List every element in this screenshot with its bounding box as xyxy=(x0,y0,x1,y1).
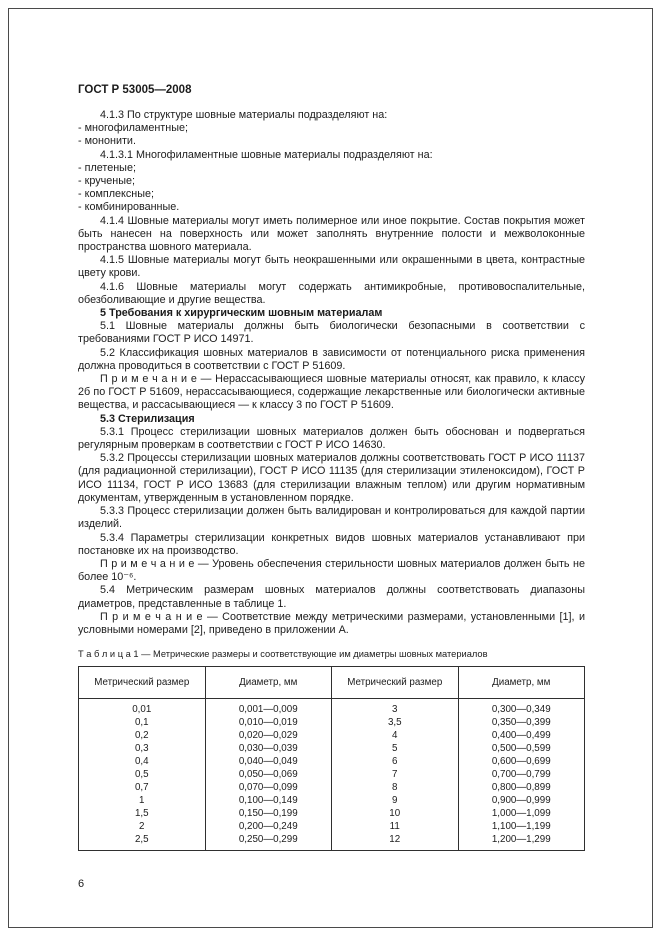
table-header-cell: Диаметр, мм xyxy=(458,666,585,698)
table-cell: 0,2 xyxy=(79,729,206,742)
document-header: ГОСТ Р 53005—2008 xyxy=(78,84,192,96)
table-header-cell: Метрический размер xyxy=(79,666,206,698)
table-row xyxy=(79,833,585,851)
table-cell: 7 xyxy=(332,768,459,781)
paragraph: 5.2 Классификация шовных материалов в зависимости от потенциального риска применения должна проводиться в соответствии с ГОСТ Р 51609. xyxy=(78,346,585,372)
paragraph: 5.4 Метрическим размерам шовных материалов должны соответствовать диапазоны диаметров, представленные в таблице 1. xyxy=(78,584,585,610)
table-row xyxy=(79,742,585,755)
table-cell: 0,001—0,009 xyxy=(205,698,332,716)
table-cell: 0,400—0,499 xyxy=(458,729,585,742)
table-cell: 0,800—0,899 xyxy=(458,781,585,794)
table-cell: 0,010—0,019 xyxy=(205,716,332,729)
paragraph: 4.1.4 Шовные материалы могут иметь полимерное или иное покрытие. Состав покрытия может быть нанесен на поверхность или может заполнять внутренние полости и межволоконные пространства шовного материала. xyxy=(78,214,585,254)
table-cell: 0,3 xyxy=(79,742,206,755)
section-heading: 5 Требования к хирургическим шовным материалам xyxy=(100,307,383,320)
list-item: - крученые; xyxy=(78,175,135,188)
table-cell: 9 xyxy=(332,794,459,807)
table-cell: 1 xyxy=(79,794,206,807)
table-cell: 0,7 xyxy=(79,781,206,794)
subsection-heading: 5.3 Стерилизация xyxy=(100,412,195,425)
paragraph: 5.1 Шовные материалы должны быть биологически безопасными в соответствии с требованиями ГОСТ Р ИСО 14971. xyxy=(78,320,585,346)
note-paragraph: П р и м е ч а н и е — Уровень обеспечения стерильности шовных материалов должен быть не более 10⁻⁶. xyxy=(78,557,585,584)
table-cell: 0,350—0,399 xyxy=(458,716,585,729)
table-row xyxy=(79,768,585,781)
table-header-cell: Метрический размер xyxy=(332,666,459,698)
table-cell: 3 xyxy=(332,698,459,716)
table-cell: 0,150—0,199 xyxy=(205,807,332,820)
table-cell: 10 xyxy=(332,807,459,820)
table-cell: 1,200—1,299 xyxy=(458,833,585,851)
table-cell: 0,050—0,069 xyxy=(205,768,332,781)
paragraph: 4.1.5 Шовные материалы могут быть неокрашенными или окрашенными в цвета, контрастные цвету крови. xyxy=(78,254,585,280)
table-cell: 1,5 xyxy=(79,807,206,820)
table-header-cell: Диаметр, мм xyxy=(205,666,332,698)
table-header-row xyxy=(79,666,585,698)
note-paragraph: П р и м е ч а н и е — Соответствие между метрическими размерами, установленными [1], и условными номерами [2], приведено в приложении А. xyxy=(78,610,585,636)
paragraph: 5.3.2 Процессы стерилизации шовных материалов должны соответствовать ГОСТ Р ИСО 11137 (для радиационной стерилизации), ГОСТ Р ИСО 11135 (для стерилизации этиленоксидом), ГОСТ Р ИСО 11134, ГОСТ Р ИСО 13683 (для стерилизации влажным теплом) или другим нормативным документам, утвержденным в установленном порядке. xyxy=(78,452,585,504)
list-item: - плетеные; xyxy=(78,161,136,174)
list-item: - многофиламентные; xyxy=(78,122,188,135)
table-row xyxy=(79,781,585,794)
list-item: - комбинированные. xyxy=(78,201,180,214)
paragraph: 5.3.4 Параметры стерилизации конкретных видов шовных материалов устанавливают при постановке их на производство. xyxy=(78,531,585,557)
page-content xyxy=(78,84,585,851)
paragraph: 4.1.6 Шовные материалы могут содержать антимикробные, противовоспалительные, обезболивающие и другие вещества. xyxy=(78,280,585,306)
table-cell: 0,040—0,049 xyxy=(205,755,332,768)
list-item: - мононити. xyxy=(78,135,136,148)
table-cell: 0,600—0,699 xyxy=(458,755,585,768)
table-row xyxy=(79,820,585,833)
table-cell: 0,4 xyxy=(79,755,206,768)
table-cell: 0,300—0,349 xyxy=(458,698,585,716)
table-caption: Т а б л и ц а 1 — Метрические размеры и соответствующие им диаметры шовных материалов xyxy=(78,649,488,660)
paragraph: 4.1.3 По структуре шовные материалы подразделяют на: xyxy=(100,109,388,121)
table-cell: 1,100—1,199 xyxy=(458,820,585,833)
table-row xyxy=(79,794,585,807)
note-paragraph: П р и м е ч а н и е — Нерассасывающиеся шовные материалы относят, как правило, к классу 2б по ГОСТ Р 51609, нерассасывающиеся, содержащие лекарственные или биологически активные вещества, и рассасывающиеся — к классу 3 по ГОСТ Р 51609. xyxy=(78,373,585,412)
page-number: 6 xyxy=(78,878,85,890)
paragraph: 5.3.1 Процесс стерилизации шовных материалов должен быть обоснован и подвергаться регулярным проверкам в соответствии с ГОСТ Р ИСО 14630. xyxy=(78,425,585,452)
table-cell: 0,200—0,249 xyxy=(205,820,332,833)
document-body xyxy=(78,109,585,637)
paragraph: 5.3.3 Процесс стерилизации должен быть валидирован и контролироваться для каждой партии изделий. xyxy=(78,505,585,531)
list-item: - комплексные; xyxy=(78,188,154,201)
table-cell: 2 xyxy=(79,820,206,833)
table-row xyxy=(79,807,585,820)
table-cell: 1,000—1,099 xyxy=(458,807,585,820)
table-cell: 0,030—0,039 xyxy=(205,742,332,755)
table-row xyxy=(79,716,585,729)
metric-sizes-table xyxy=(78,666,585,851)
table-cell: 0,900—0,999 xyxy=(458,794,585,807)
table-cell: 0,1 xyxy=(79,716,206,729)
table-cell: 12 xyxy=(332,833,459,851)
table-body xyxy=(79,698,585,850)
paragraph: 4.1.3.1 Многофиламентные шовные материалы подразделяют на: xyxy=(100,148,433,161)
table-cell: 4 xyxy=(332,729,459,742)
table-row xyxy=(79,729,585,742)
table-cell: 8 xyxy=(332,781,459,794)
table-row xyxy=(79,755,585,768)
table-cell: 0,5 xyxy=(79,768,206,781)
table-cell: 0,020—0,029 xyxy=(205,729,332,742)
table-cell: 0,700—0,799 xyxy=(458,768,585,781)
table-row xyxy=(79,698,585,716)
table-cell: 0,500—0,599 xyxy=(458,742,585,755)
table-cell: 0,070—0,099 xyxy=(205,781,332,794)
table-cell: 2,5 xyxy=(79,833,206,851)
table-cell: 3,5 xyxy=(332,716,459,729)
table-cell: 5 xyxy=(332,742,459,755)
table-cell: 0,100—0,149 xyxy=(205,794,332,807)
table-cell: 6 xyxy=(332,755,459,768)
table-cell: 11 xyxy=(332,820,459,833)
table-cell: 0,250—0,299 xyxy=(205,833,332,851)
table-cell: 0,01 xyxy=(79,698,206,716)
